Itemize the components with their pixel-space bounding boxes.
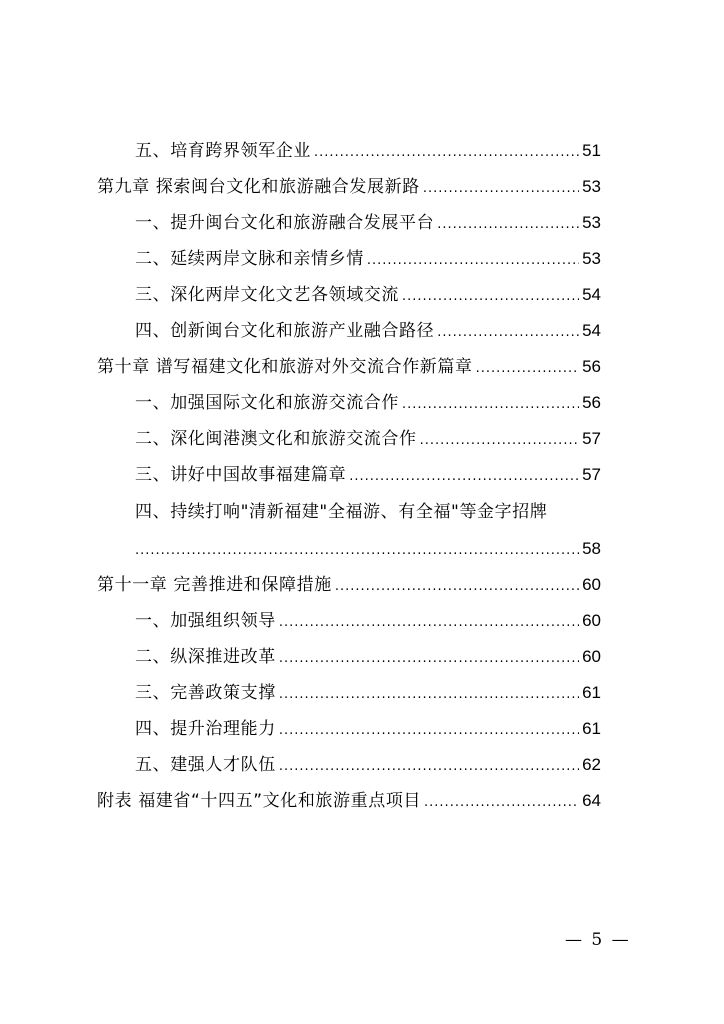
toc-entry-title: 四、持续打响"清新福建"全福游、有全福"等金字招牌 <box>135 502 548 522</box>
toc-entry-title: 五、培育跨界领军企业 <box>135 141 311 161</box>
toc-entry-title: 第九章 探索闽台文化和旅游融合发展新路 <box>97 177 420 197</box>
leader-dots <box>335 572 579 602</box>
toc-entry[interactable] <box>97 352 601 382</box>
toc-entry-title: 四、创新闽台文化和旅游产业融合路径 <box>135 321 435 341</box>
page-number-footer: — 5 — <box>565 930 631 950</box>
toc-entry[interactable] <box>135 678 601 708</box>
toc-entry[interactable] <box>135 460 601 490</box>
leader-dots <box>437 318 579 348</box>
toc-entry-title: 一、提升闽台文化和旅游融合发展平台 <box>135 213 435 233</box>
leader-dots <box>279 644 579 674</box>
toc-entry-title: 二、纵深推进改革 <box>135 647 276 667</box>
toc-entry[interactable] <box>135 388 601 418</box>
leader-dots <box>476 354 579 384</box>
leader-dots <box>423 174 579 204</box>
toc-entry-title: 二、延续两岸文脉和亲情乡情 <box>135 249 364 269</box>
toc-page-number: 53 <box>582 177 601 196</box>
toc-entry-continuation[interactable] <box>135 534 601 564</box>
leader-dots <box>402 390 579 420</box>
toc-page-number: 62 <box>582 755 601 774</box>
toc-entry[interactable] <box>135 606 601 636</box>
toc-entry-title: 三、讲好中国故事福建篇章 <box>135 465 347 485</box>
toc-page-number: 56 <box>582 393 601 412</box>
leader-dots <box>420 426 579 456</box>
leader-dots <box>279 680 579 710</box>
leader-dots <box>402 282 579 312</box>
toc-entry-title: 第十一章 完善推进和保障措施 <box>97 575 332 595</box>
toc-page-number: 60 <box>582 611 601 630</box>
toc-entry[interactable] <box>97 172 601 202</box>
toc-entry-title: 四、提升治理能力 <box>135 719 276 739</box>
toc-entry[interactable] <box>97 786 601 816</box>
toc-entry[interactable] <box>135 750 601 780</box>
toc-page-number: 54 <box>582 285 601 304</box>
toc-entry-title: 一、加强国际文化和旅游交流合作 <box>135 393 399 413</box>
toc-entry[interactable] <box>135 208 601 238</box>
toc-page-number: 60 <box>582 575 601 594</box>
leader-dots <box>349 462 579 492</box>
toc-entry[interactable] <box>135 136 601 166</box>
leader-dots <box>314 138 579 168</box>
toc-entry[interactable] <box>135 280 601 310</box>
toc-entry[interactable] <box>135 316 601 346</box>
leader-dots <box>424 788 579 818</box>
toc-entry[interactable] <box>135 642 601 672</box>
leader-dots <box>279 716 579 746</box>
leader-dots <box>279 752 579 782</box>
toc-entry-title: 第十章 谱写福建文化和旅游对外交流合作新篇章 <box>97 357 473 377</box>
toc-page-number: 61 <box>582 683 601 702</box>
toc-entry[interactable] <box>135 244 601 274</box>
toc-page-number: 58 <box>582 539 601 558</box>
toc-page-number: 60 <box>582 647 601 666</box>
toc-entry[interactable] <box>135 497 601 527</box>
toc-page-number: 64 <box>582 791 601 810</box>
toc-page-number: 51 <box>582 141 601 160</box>
toc-entry-title: 一、加强组织领导 <box>135 611 276 631</box>
toc-page-number: 61 <box>582 719 601 738</box>
toc-page-number: 57 <box>582 429 601 448</box>
toc-entry-title: 二、深化闽港澳文化和旅游交流合作 <box>135 429 417 449</box>
leader-dots <box>135 536 579 566</box>
leader-dots <box>279 608 579 638</box>
toc-entry[interactable] <box>97 570 601 600</box>
toc-entry-title: 三、深化两岸文化文艺各领域交流 <box>135 285 399 305</box>
toc-entry-title: 五、建强人才队伍 <box>135 755 276 775</box>
toc-page-number: 53 <box>582 249 601 268</box>
toc-entry-title: 三、完善政策支撑 <box>135 683 276 703</box>
leader-dots <box>437 210 579 240</box>
toc-entry-title: 附表 福建省“十四五”文化和旅游重点项目 <box>97 791 422 811</box>
toc-page-number: 56 <box>582 357 601 376</box>
toc-entry[interactable] <box>135 424 601 454</box>
toc-entry[interactable] <box>135 714 601 744</box>
toc-page-number: 57 <box>582 465 601 484</box>
toc-page-number: 53 <box>582 213 601 232</box>
toc-page-number: 54 <box>582 321 601 340</box>
leader-dots <box>367 246 579 276</box>
